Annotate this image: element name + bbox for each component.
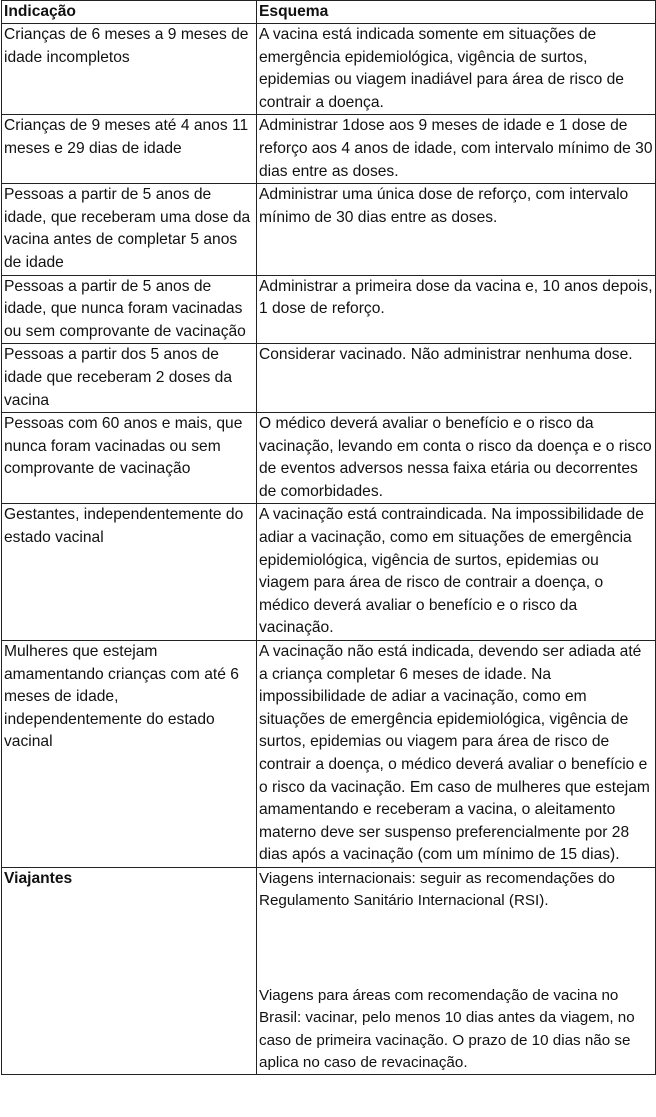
table-header-row <box>2 1 656 24</box>
indicacao-cell: Gestantes, independentemente do estado vacinal <box>2 504 257 641</box>
table-row <box>2 413 656 504</box>
indicacao-cell: Pessoas a partir de 5 anos de idade, que receberam uma dose da vacina antes de completar 5 anos de idade <box>2 184 257 275</box>
indicacao-cell: Crianças de 6 meses a 9 meses de idade incompletos <box>2 24 257 115</box>
header-esquema: Esquema <box>257 1 656 24</box>
esquema-cell: O médico deverá avaliar o benefício e o risco da vacinação, levando em conta o risco da doença e o risco de eventos adversos nessa faixa etária ou decorrentes de comorbidades. <box>257 413 656 504</box>
table-row-viajantes <box>2 867 656 1074</box>
esquema-cell: A vacinação está contraindicada. Na impossibilidade de adiar a vacinação, como em situações de emergência epidemiológica, vigência de surtos, epidemias ou viagem para área de risco de contrair a doença, o médico deverá avaliar o benefício e o risco da vacinação. <box>257 504 656 641</box>
indicacao-cell: Pessoas com 60 anos e mais, que nunca foram vacinadas ou sem comprovante de vacinação <box>2 413 257 504</box>
indicacao-cell: Pessoas a partir dos 5 anos de idade que receberam 2 doses da vacina <box>2 344 257 413</box>
table-row <box>2 504 656 641</box>
indicacao-cell: Crianças de 9 meses até 4 anos 11 meses e 29 dias de idade <box>2 115 257 184</box>
esquema-cell: Administrar uma única dose de reforço, com intervalo mínimo de 30 dias entre as doses. <box>257 184 656 275</box>
esquema-viagens-brasil: Viagens para áreas com recomendação de vacina no Brasil: vacinar, pelo menos 10 dias antes da viagem, no caso de primeira vacinação. O prazo de 10 dias não se aplica no caso de revacinação. <box>259 986 635 1071</box>
esquema-cell-viajantes <box>257 867 656 1074</box>
header-indicacao: Indicação <box>2 1 257 24</box>
table-row <box>2 275 656 344</box>
table-row <box>2 184 656 275</box>
vaccination-schedule-table <box>1 0 656 1075</box>
esquema-viagens-internacionais: Viagens internacionais: seguir as recomendações do Regulamento Sanitário Internacional (RSI). <box>259 869 616 910</box>
table-row <box>2 641 656 868</box>
esquema-cell: Considerar vacinado. Não administrar nenhuma dose. <box>257 344 656 413</box>
indicacao-cell-viajantes: Viajantes <box>2 867 257 1074</box>
esquema-cell: A vacinação não está indicada, devendo ser adiada até a criança completar 6 meses de idade. Na impossibilidade de adiar a vacinação, como em situações de emergência epidemiológica, vigência de surtos, epidemias ou viagem para área de risco de contrair a doença, o médico deverá avaliar o benefício e o risco da vacinação. Em caso de mulheres que estejam amamentando e receberam a vacina, o aleitamento materno deve ser suspenso preferencialmente por 28 dias após a vacinação (com um mínimo de 15 dias). <box>257 641 656 868</box>
esquema-cell: A vacina está indicada somente em situações de emergência epidemiológica, vigência de surtos, epidemias ou viagem inadiável para área de risco de contrair a doença. <box>257 24 656 115</box>
esquema-cell: Administrar 1dose aos 9 meses de idade e 1 dose de reforço aos 4 anos de idade, com intervalo mínimo de 30 dias entre as doses. <box>257 115 656 184</box>
table-row <box>2 344 656 413</box>
indicacao-cell: Mulheres que estejam amamentando crianças com até 6 meses de idade, independentemente do estado vacinal <box>2 641 257 868</box>
paragraph-gap <box>259 913 653 985</box>
indicacao-cell: Pessoas a partir de 5 anos de idade, que nunca foram vacinadas ou sem comprovante de vacinação <box>2 275 257 344</box>
table-row <box>2 24 656 115</box>
esquema-cell: Administrar a primeira dose da vacina e, 10 anos depois, 1 dose de reforço. <box>257 275 656 344</box>
table-row <box>2 115 656 184</box>
